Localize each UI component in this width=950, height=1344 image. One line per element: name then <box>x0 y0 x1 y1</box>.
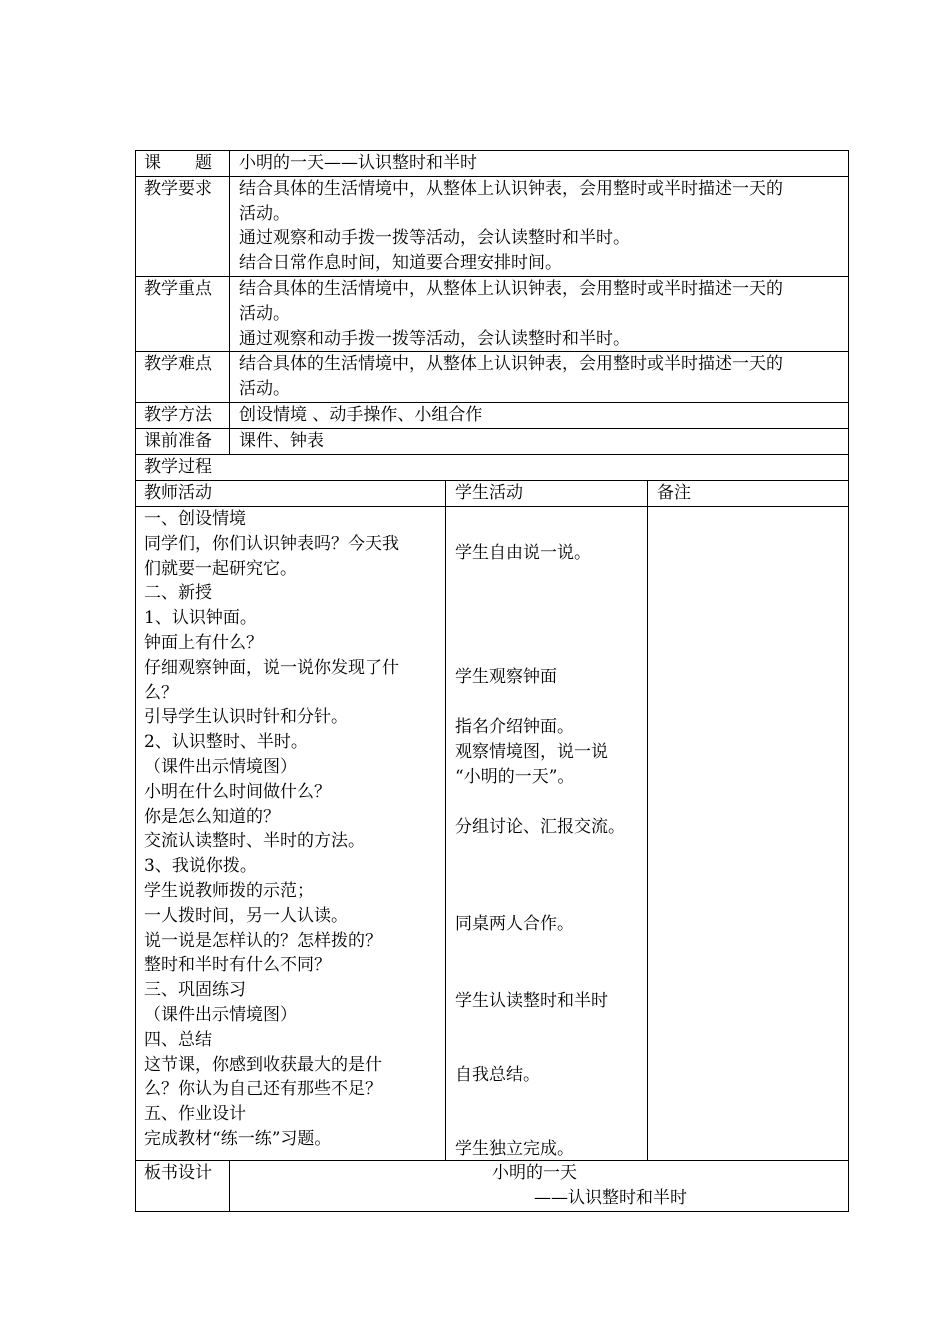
requirements-line: 结合具体的生活情境中，从整体上认识钟表，会用整时或半时描述一天的 <box>239 178 783 199</box>
teacher-line: 整时和半时有什么不同？ <box>144 955 331 976</box>
process-label: 教学过程 <box>136 455 849 481</box>
difficulties-line: 结合具体的生活情境中，从整体上认识钟表，会用整时或半时描述一天的 <box>239 354 783 375</box>
topic-value: 小明的一天——认识整时和半时 <box>230 151 849 177</box>
methods-row <box>136 403 849 429</box>
teacher-line: 3、我说你拨。 <box>144 856 257 877</box>
board-label: 板书设计 <box>136 1160 230 1211</box>
notes-cell <box>648 506 849 1160</box>
process-body-row <box>136 506 849 1160</box>
key-points-line: 活动。 <box>239 303 290 324</box>
teacher-line: 2、认识整时、半时。 <box>144 732 308 753</box>
requirements-row <box>136 176 849 276</box>
difficulties-content <box>230 352 849 403</box>
methods-label: 教学方法 <box>136 403 230 429</box>
teacher-line: 三、巩固练习 <box>144 980 246 1001</box>
student-activities <box>446 506 648 1160</box>
teacher-line: 二、新授 <box>144 583 212 604</box>
teacher-line: 你是怎么知道的？ <box>144 806 280 827</box>
student-item: 学生观察钟面 <box>455 666 557 687</box>
topic-row <box>136 151 849 177</box>
teacher-line: 一人拨时间，另一人认读。 <box>144 905 348 926</box>
preparation-label: 课前准备 <box>136 429 230 455</box>
teacher-line: 仔细观察钟面，说一说你发现了什 <box>144 657 399 678</box>
board-content <box>230 1160 849 1211</box>
requirements-line: 通过观察和动手拨一拨等活动，会认读整时和半时。 <box>239 228 630 249</box>
preparation-value: 课件、钟表 <box>230 429 849 455</box>
requirements-line: 活动。 <box>239 203 290 224</box>
topic-label: 课 题 <box>136 151 230 177</box>
key-points-line: 结合具体的生活情境中，从整体上认识钟表，会用整时或半时描述一天的 <box>239 278 783 299</box>
student-item: 观察情境图，说一说 <box>455 741 608 762</box>
difficulties-row <box>136 352 849 403</box>
teacher-line: 说一说是怎样认的？怎样拨的？ <box>144 930 382 951</box>
student-item: 指名介绍钟面。 <box>455 716 574 737</box>
teacher-line: 小明在什么时间做什么？ <box>144 781 331 802</box>
teacher-line: 1、认识钟面。 <box>144 608 257 629</box>
board-title: 小明的一天 <box>492 1162 577 1183</box>
teacher-line: （课件出示情境图） <box>144 1004 297 1025</box>
teacher-line: 一、创设情境 <box>144 508 246 529</box>
teacher-activities <box>136 506 446 1160</box>
board-row <box>136 1160 849 1211</box>
lesson-plan-table <box>135 150 849 1212</box>
preparation-row <box>136 429 849 455</box>
col-notes-header: 备注 <box>648 480 849 506</box>
teacher-line: 同学们，你们认识钟表吗？今天我 <box>144 533 399 554</box>
key-points-label: 教学重点 <box>136 276 230 351</box>
methods-value: 创设情境 、动手操作、小组合作 <box>230 403 849 429</box>
key-points-row <box>136 276 849 351</box>
teacher-line: 完成教材“练一练”习题。 <box>144 1128 332 1149</box>
key-points-line: 通过观察和动手拨一拨等活动，会认读整时和半时。 <box>239 328 630 349</box>
student-item: 自我总结。 <box>455 1064 540 1085</box>
student-item: 学生认读整时和半时 <box>455 990 608 1011</box>
teacher-line: 么？你认为自己还有那些不足？ <box>144 1079 382 1100</box>
teacher-line: 引导学生认识时针和分针。 <box>144 707 348 728</box>
teacher-line: （课件出示情境图） <box>144 756 297 777</box>
board-subtitle: ——认识整时和半时 <box>534 1187 687 1208</box>
student-item: “小明的一天”。 <box>455 766 575 787</box>
requirements-content <box>230 176 849 276</box>
student-item: 分组讨论、汇报交流。 <box>455 816 625 837</box>
teacher-line: 么？ <box>144 682 178 703</box>
student-item: 同桌两人合作。 <box>455 913 574 934</box>
process-columns-row <box>136 480 849 506</box>
col-teacher-header: 教师活动 <box>136 480 446 506</box>
difficulties-label: 教学难点 <box>136 352 230 403</box>
teacher-line: 钟面上有什么？ <box>144 632 263 653</box>
requirements-line: 结合日常作息时间，知道要合理安排时间。 <box>239 253 562 274</box>
col-student-header: 学生活动 <box>446 480 648 506</box>
student-item: 学生自由说一说。 <box>455 542 591 563</box>
teacher-line: 这节课，你感到收获最大的是什 <box>144 1054 382 1075</box>
process-header-row <box>136 455 849 481</box>
teacher-line: 四、总结 <box>144 1029 212 1050</box>
difficulties-line: 活动。 <box>239 379 290 400</box>
key-points-content <box>230 276 849 351</box>
student-item: 学生独立完成。 <box>455 1138 574 1159</box>
teacher-line: 交流认读整时、半时的方法。 <box>144 831 365 852</box>
teacher-line: 学生说教师拨的示范； <box>144 880 314 901</box>
requirements-label: 教学要求 <box>136 176 230 276</box>
teacher-line: 五、作业设计 <box>144 1104 246 1125</box>
teacher-line: 们就要一起研究它。 <box>144 558 297 579</box>
